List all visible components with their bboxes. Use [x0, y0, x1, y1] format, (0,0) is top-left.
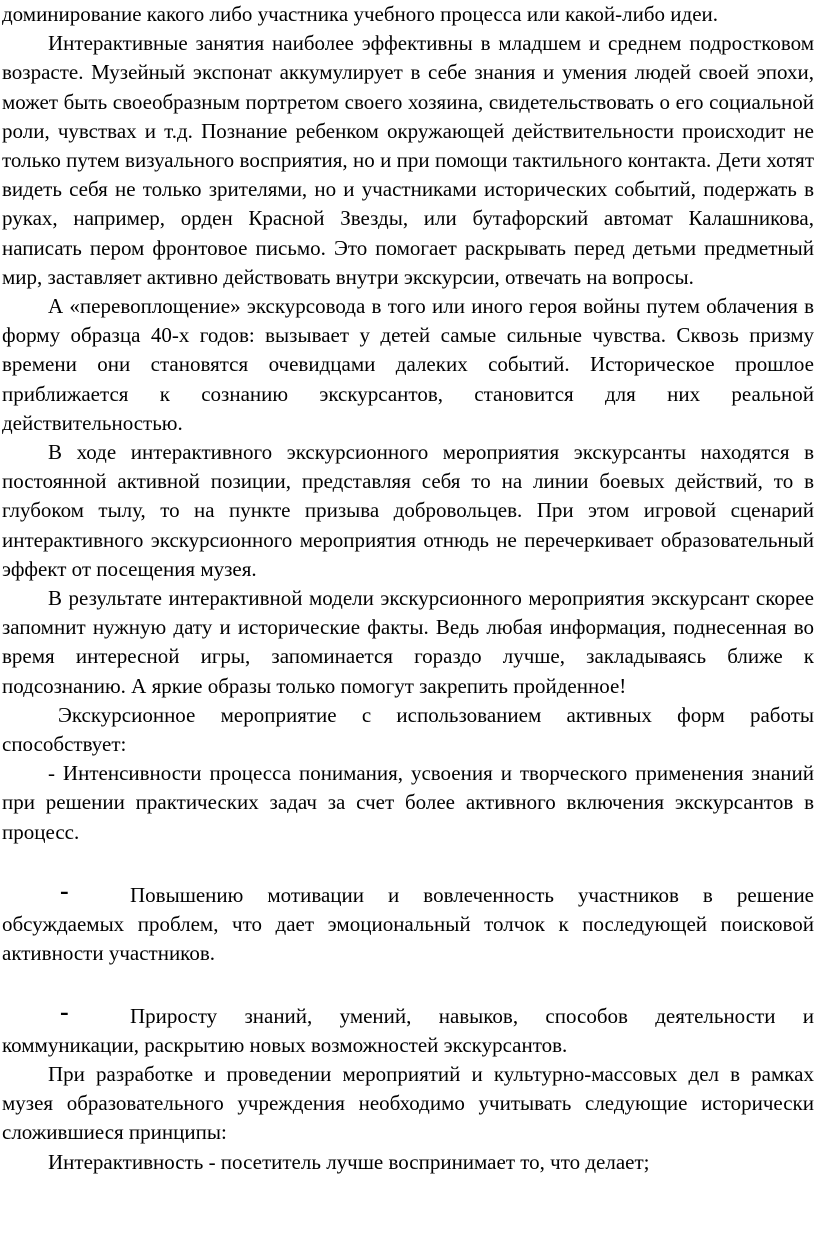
paragraph-guide-transformation: А «перевоплощение» экскурсовода в того или иного героя войны путем облачения в форму образца 40-х годов: вызывает у детей самые сильные чувства. Сквозь призму времени они становятся очевидцами далеких событий. Историческое прошлое приближается к сознанию экскурсантов, становится для них реальной действительностью. — [2, 294, 814, 435]
dash-marker: - — [60, 996, 69, 1026]
bullet-knowledge-growth-text: Приросту знаний, умений, навыков, способов деятельности и коммуникации, раскрытию новых возможностей экскурсантов. — [2, 1003, 814, 1057]
paragraph-continuation: доминирование какого либо участника учебного процесса или какой-либо идеи. — [2, 2, 719, 26]
dash-marker: - — [60, 875, 69, 905]
paragraph-model-result: В результате интерактивной модели экскурсионного мероприятия экскурсант скорее запомнит нужную дату и исторические факты. Ведь любая информация, поднесенная во время интересной игры, запоминается гораздо лучше, закладываясь ближе к подсознанию. А яркие образы только помогут закрепить пройденное! — [2, 586, 814, 698]
bullet-motivation — [2, 876, 814, 969]
paragraph-interactivity-principle: Интерактивность - посетитель лучше воспринимает то, что делает; — [48, 1149, 650, 1174]
paragraph-intensity: - Интенсивности процесса понимания, усвоения и творческого применения знаний при решении практических задач за счет более активного включения экскурсантов в процесс. — [2, 761, 814, 844]
paragraph-principles-intro: При разработке и проведении мероприятий и культурно-массовых дел в рамках музея образовательного учреждения необходимо учитывать следующие исторически сложившиеся принципы: — [2, 1061, 814, 1145]
paragraph-event-contributes: Экскурсионное мероприятие с использованием активных форм работы способствует: — [2, 702, 814, 757]
bullet-motivation-text: Повышению мотивации и вовлеченность участников в решение обсуждаемых проблем, что дает эмоциональный толчок к последующей поисковой активности участников. — [2, 882, 814, 966]
paragraph-active-position: В ходе интерактивного экскурсионного мероприятия экскурсанты находятся в постоянной активной позиции, представляя себя то на линии боевых действий, то в глубоком тылу, то на пункте призыва добровольцев. При этом игровой сценарий интерактивного экскурсионного мероприятия отнюдь не перечеркивает образовательный эффект от посещения музея. — [2, 440, 814, 581]
paragraph-interactive-lessons: Интерактивные занятия наиболее эффективны в младшем и среднем подростковом возрасте. Музейный экспонат аккумулирует в себе знания и умения людей своей эпохи, может быть своеобразным портретом своего хозяина, свидетельствовать о его социальной роли, чувствах и т.д. Познание ребенком окружающей действительности происходит не только путем визуального восприятия, но и при помощи тактильного контакта. Дети хотят видеть себя не только зрителями, но и участниками исторических событий, подержать в руках, например, орден Красной Звезды, или бутафорский автомат Калашникова, написать пером фронтовое письмо. Это помогает раскрывать перед детьми предметный мир, заставляет активно действовать внутри экскурсии, отвечать на вопросы. — [2, 31, 814, 289]
bullet-knowledge-growth — [2, 997, 814, 1060]
